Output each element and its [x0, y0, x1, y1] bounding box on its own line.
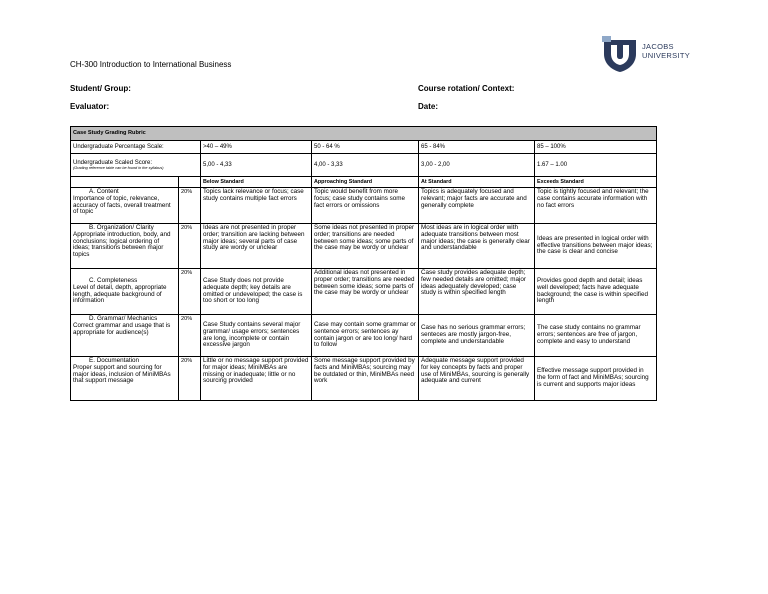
criterion-cell: E. Documentation Proper support and sourcing for major ideas, inclusion of MiniMBAs that support message	[71, 357, 179, 401]
rubric-cell: Adequate message support provided for key concepts by facts and proper use of MiniMBAs, sourcing is generally adequate and current	[419, 357, 535, 401]
table-row	[71, 315, 657, 357]
rubric-cell: Topic is tightly focused and relevant; the case contains accurate information with no fact errors	[535, 188, 657, 224]
pct-scale-cell: 85 – 100%	[535, 141, 657, 154]
weight-cell: 20%	[179, 357, 201, 401]
rubric-cell: Case may contain some grammar or sentence errors; sentences ay contain jargon or are too long/ hard to follow	[312, 315, 419, 357]
criteria-header	[71, 177, 179, 188]
pct-scale-cell: >40 – 49%	[201, 141, 312, 154]
course-title: CH-300 Introduction to International Business	[70, 60, 232, 69]
course-rotation-label: Course rotation/ Context:	[418, 84, 515, 93]
rubric-title: Case Study Grading Rubric	[71, 127, 657, 141]
pct-scale-cell: 50 - 64 %	[312, 141, 419, 154]
criterion-cell: D. Grammar/ Mechanics Correct grammar and usage that is appropriate for audience(s)	[71, 315, 179, 357]
logo-text: JACOBS UNIVERSITY	[642, 42, 691, 60]
scaled-score-cell: 1.67 – 1.00	[535, 154, 657, 177]
rubric-cell: Effective message support provided in the form of fact and MiniMBAs; sourcing is current and supports major ideas	[535, 357, 657, 401]
rubric-cell: Some ideas not presented in proper order; transitions are needed between some ideas; some parts of the case may be wordy or unclear	[312, 224, 419, 269]
rubric-cell: Case Study contains several major grammar/ usage errors; sentences are long, incomplete or contain excessive jargon	[201, 315, 312, 357]
level-header: At Standard	[419, 177, 535, 188]
weight-cell: 20%	[179, 315, 201, 357]
criterion-cell: C. Completeness Level of detail, depth, appropriate length, adequate background of information	[71, 269, 179, 315]
weight-header	[179, 177, 201, 188]
rubric-cell: Some message support provided by facts and MiniMBAs; sourcing may be outdated or thin, MiniMBAs need work	[312, 357, 419, 401]
scaled-score-cell: 4,00 - 3,33	[312, 154, 419, 177]
rubric-cell: The case study contains no grammar errors; sentences are free of jargon, complete and easy to understand	[535, 315, 657, 357]
rubric-cell: Ideas are not presented in proper order; transition are lacking between major ideas; several parts of case study are wordy or unclear	[201, 224, 312, 269]
rubric-cell: Case has no serious grammar errors; senteces are mostly jargon-free, complete and understandable	[419, 315, 535, 357]
scaled-score-note: (Grading reference table can be found in the syllabus)	[73, 166, 164, 171]
criterion-cell: A. Content Importance of topic, relevance, accuracy of facts, overall treatment of topic	[71, 188, 179, 224]
table-row	[71, 269, 657, 315]
weight-cell: 20%	[179, 224, 201, 269]
table-row	[71, 357, 657, 401]
table-row	[71, 224, 657, 269]
pct-scale-label: Undergraduate Percentage Scale:	[71, 141, 201, 154]
rubric-cell: Little or no message support provided for major ideas; MiniMBAs are missing or inadequate; little or no sourcing provided	[201, 357, 312, 401]
rubric-cell: Provides good depth and detail; ideas well developed; facts have adequate background; the case is within specified length	[535, 269, 657, 315]
rubric-cell: Case Study does not provide adequate depth; key details are omitted or undeveloped; the case is too short or too long	[201, 269, 312, 315]
shield-icon	[600, 34, 640, 74]
university-logo	[600, 34, 710, 74]
rubric-cell: Additional ideas not presented in proper order; transitions are needed between some ideas; some parts of the case may be wordy or unclear	[312, 269, 419, 315]
date-label: Date:	[418, 102, 439, 111]
rubric-cell: Topics lack relevance or focus; case study contains multiple fact errors	[201, 188, 312, 224]
table-row	[71, 188, 657, 224]
level-header: Below Standard	[201, 177, 312, 188]
weight-cell: 20%	[179, 269, 201, 315]
student-group-label: Student/ Group:	[70, 84, 131, 93]
level-header: Approaching Standard	[312, 177, 419, 188]
rubric-cell: Ideas are presented in logical order with effective transitions between major ideas; the case is clear and concise	[535, 224, 657, 269]
rubric-cell: Case study provides adequate depth; few needed details are omitted; major ideas adequately developed; case study is within specified length	[419, 269, 535, 315]
level-header: Exceeds Standard	[535, 177, 657, 188]
weight-cell: 20%	[179, 188, 201, 224]
criterion-cell: B. Organization/ Clarity Appropriate introduction, body, and conclusions; logical ordering of ideas; transitions between major topics	[71, 224, 179, 269]
scaled-score-cell: 3,00 - 2,00	[419, 154, 535, 177]
scaled-score-label: Undergraduate Scaled Score: (Grading reference table can be found in the syllabus)	[71, 154, 201, 177]
rubric-cell: Topics is adequately focused and relevant; major facts are accurate and generally complete	[419, 188, 535, 224]
rubric-cell: Most ideas are in logical order with adequate transitions between most major ideas; the case is generally clear and understandable	[419, 224, 535, 269]
pct-scale-cell: 65 - 84%	[419, 141, 535, 154]
evaluator-label: Evaluator:	[70, 102, 110, 111]
scaled-score-cell: 5,00 - 4,33	[201, 154, 312, 177]
rubric-cell: Topic would benefit from more focus; case study contains some fact errors or omissions	[312, 188, 419, 224]
grading-rubric-table	[70, 126, 657, 401]
